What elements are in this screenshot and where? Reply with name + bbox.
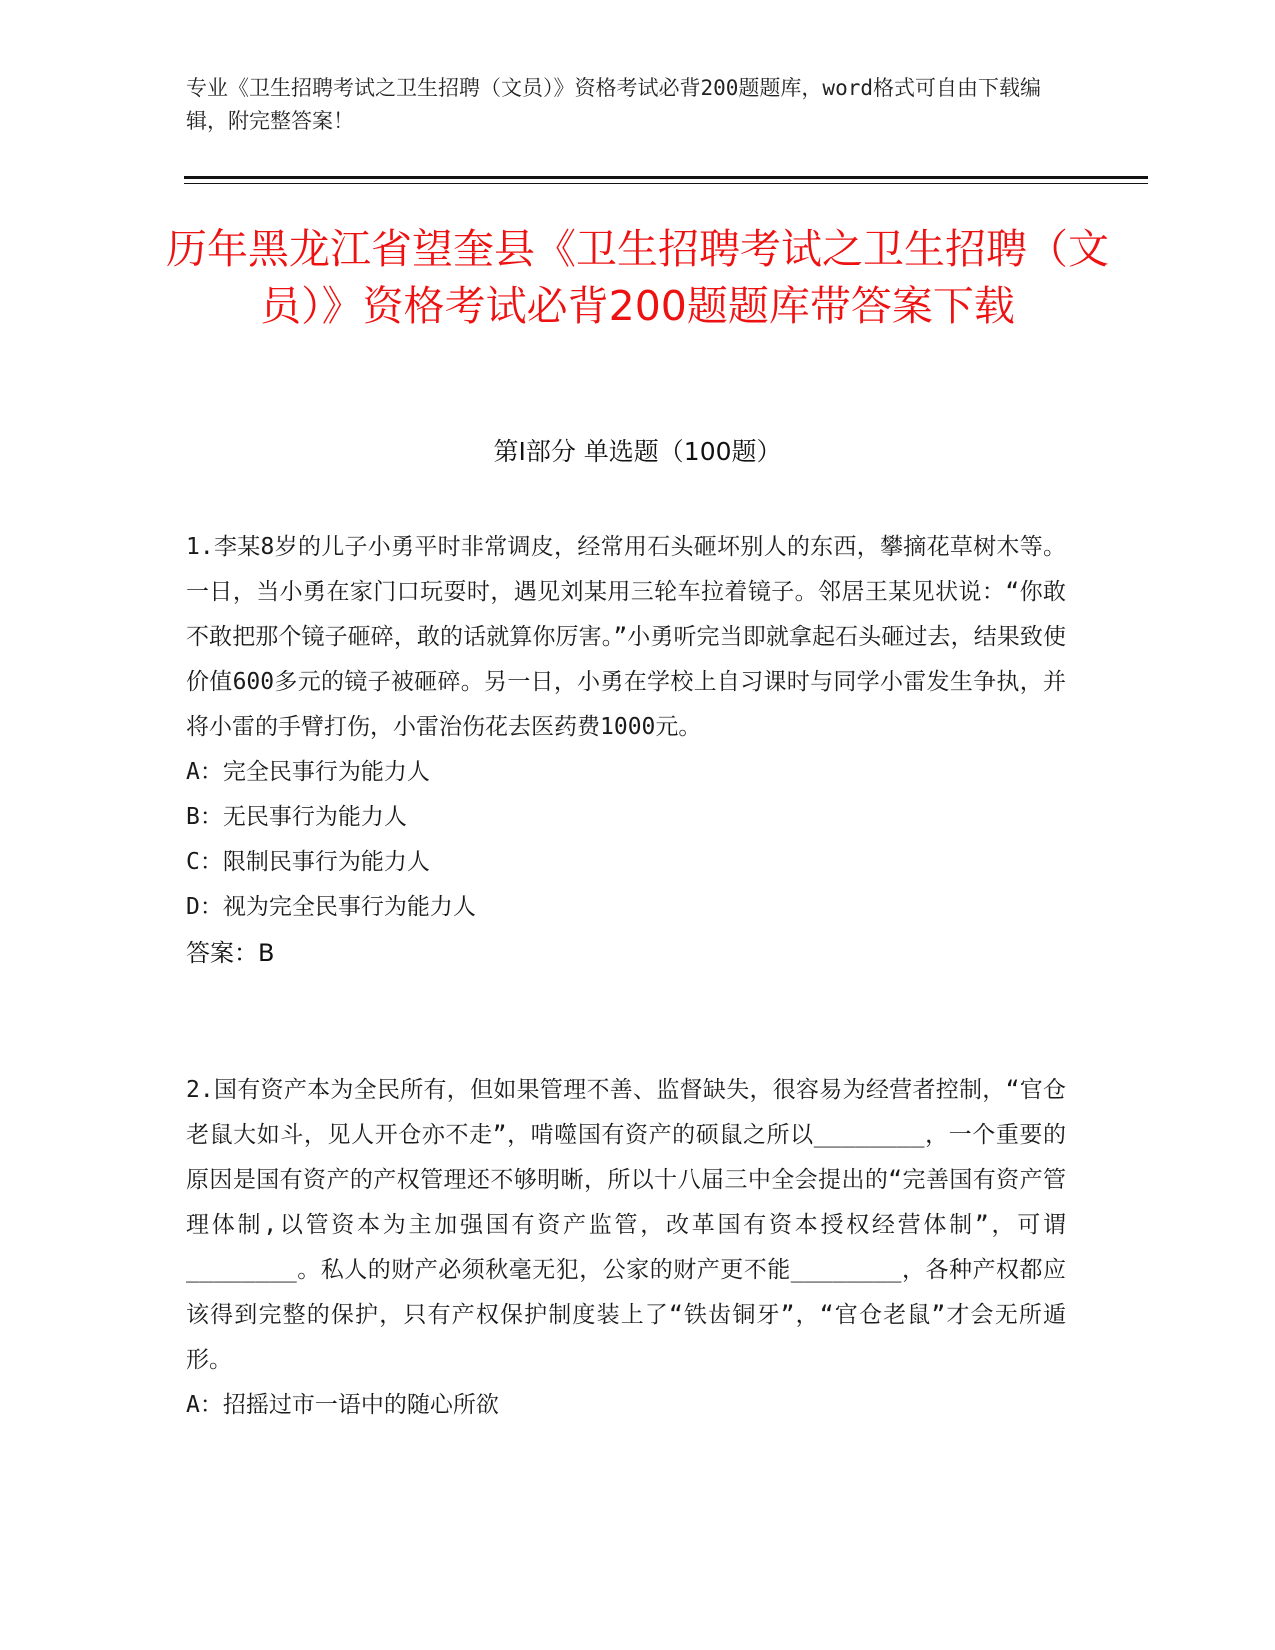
question-1-answer: 答案：B xyxy=(186,939,275,967)
header-divider-thick xyxy=(184,176,1148,179)
question-2-option-a: A：招摇过市一语中的随心所欲 xyxy=(186,1392,499,1418)
question-2 xyxy=(186,1068,1066,1428)
document-title: 历年黑龙江省望奎县《卫生招聘考试之卫生招聘（文员）》资格考试必背200题题库带答案下载 xyxy=(166,225,1109,330)
question-1-text: 1.李某8岁的儿子小勇平时非常调皮，经常用石头砸坏别人的东西，攀摘花草树木等。一日，当小勇在家门口玩耍时，遇见刘某用三轮车拉着镜子。邻居王某见状说：“你敢不敢把那个镜子砸碎，敢的话就算你厉害。”小勇听完当即就拿起石头砸过去，结果致使价值600多元的镜子被砸碎。另一日，小勇在学校上自习课时与同学小雷发生争执，并将小雷的手臂打伤，小雷治伤花去医药费1000元。 xyxy=(186,534,1066,740)
question-1-option-d: D：视为完全民事行为能力人 xyxy=(186,894,476,920)
question-1 xyxy=(186,525,1066,976)
header-note: 专业《卫生招聘考试之卫生招聘（文员）》资格考试必背200题题库，word格式可自由下载编辑，附完整答案！ xyxy=(186,76,1041,133)
question-2-text: 2.国有资产本为全民所有，但如果管理不善、监督缺失，很容易为经营者控制，“官仓老鼠大如斗，见人开仓亦不走”，啃噬国有资产的硕鼠之所以________，一个重要的原因是国有资产的产权管理还不够明晰，所以十八届三中全会提出的“完善国有资产管理体制,以管资本为主加强国有资产监管，改革国有资本授权经营体制”，可谓________。私人的财产必须秋毫无犯，公家的财产更不能________，各种产权都应该得到完整的保护，只有产权保护制度装上了“铁齿铜牙”，“官仓老鼠”才会无所遁形。 xyxy=(186,1077,1066,1373)
section-heading: 第I部分 单选题（100题） xyxy=(493,437,782,466)
header-divider-thin xyxy=(184,183,1148,184)
question-1-option-c: C：限制民事行为能力人 xyxy=(186,849,430,875)
question-1-option-a: A：完全民事行为能力人 xyxy=(186,759,430,785)
question-1-option-b: B：无民事行为能力人 xyxy=(186,804,407,830)
